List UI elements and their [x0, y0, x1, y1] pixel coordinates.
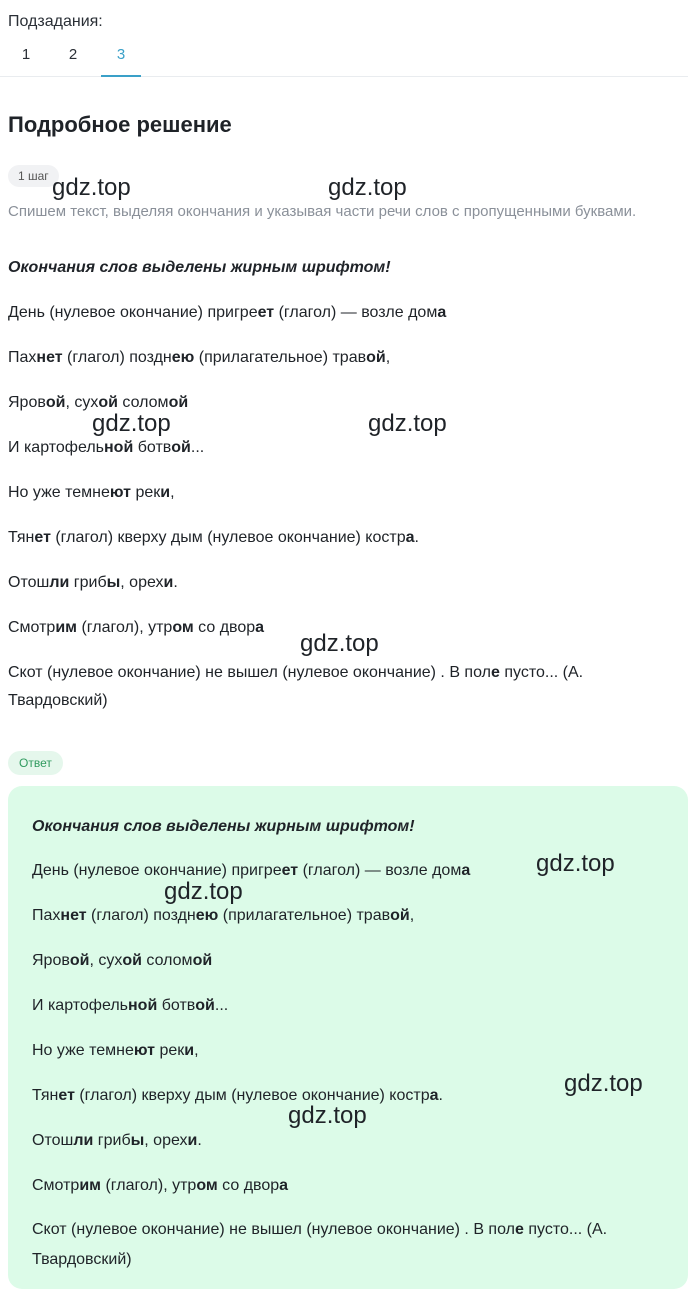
text-segment: со двор: [193, 619, 256, 636]
bold-ending: и: [187, 1132, 198, 1149]
text-segment: .: [438, 1087, 443, 1104]
watermark: gdz.top: [92, 410, 171, 437]
step-note: Окончания слов выделены жирным шрифтом!: [8, 259, 391, 276]
bold-ending: ой: [390, 907, 410, 924]
answer-line: [32, 997, 228, 1015]
bold-ending: ют: [109, 484, 132, 501]
text-segment: И картофель: [8, 439, 104, 456]
bold-ending: ы: [130, 1132, 145, 1149]
text-segment: (глагол) поздн: [62, 349, 172, 366]
bold-ending: и: [163, 574, 174, 591]
bold-ending: ет: [34, 529, 51, 546]
bold-ending: ли: [49, 574, 70, 591]
text-segment: .: [197, 1132, 202, 1149]
bold-ending: а: [437, 304, 447, 321]
answer-line: [32, 1087, 443, 1105]
step-line: [8, 529, 419, 547]
answer-line: [32, 1177, 288, 1195]
bold-ending: а: [461, 862, 471, 879]
step-line: [8, 659, 668, 715]
text-segment: Отош: [32, 1132, 74, 1149]
watermark: gdz.top: [300, 630, 379, 657]
bold-ending: ой: [192, 952, 213, 969]
text-segment: Тян: [8, 529, 35, 546]
watermark: gdz.top: [368, 410, 447, 437]
bold-ending: ли: [73, 1132, 94, 1149]
text-segment: Пах: [8, 349, 37, 366]
bold-ending: и: [184, 1042, 195, 1059]
text-segment: (глагол), утр: [101, 1177, 197, 1194]
bold-ending: ной: [104, 439, 134, 456]
step-line: [8, 619, 264, 637]
answer-line: [32, 862, 470, 880]
watermark: gdz.top: [52, 174, 131, 201]
watermark: gdz.top: [164, 878, 243, 905]
bold-ending: ют: [133, 1042, 156, 1059]
subtask-tabs: [0, 42, 688, 77]
bold-ending: ой: [168, 394, 189, 411]
bold-ending: а: [255, 619, 265, 636]
bold-ending: ой: [69, 952, 90, 969]
text-segment: Тян: [32, 1087, 59, 1104]
text-segment: Отош: [8, 574, 50, 591]
step-line: [8, 349, 390, 367]
text-segment: ботв: [133, 439, 172, 456]
text-segment: , сух: [89, 952, 123, 969]
step-line: [8, 304, 446, 322]
subtask-tab-1[interactable]: 1: [21, 46, 31, 63]
text-segment: (глагол) поздн: [86, 907, 196, 924]
watermark: gdz.top: [536, 850, 615, 877]
text-segment: ,: [409, 907, 415, 924]
text-segment: ...: [214, 997, 229, 1014]
answer-line: [32, 1215, 672, 1275]
answer-line: [32, 907, 414, 925]
answer-line: [32, 952, 212, 970]
step-intro: Спишем текст, выделяя окончания и указывая части речи слов с пропущенными буквами.: [8, 203, 637, 220]
text-segment: День (нулевое окончание) пригре: [32, 862, 282, 879]
bold-ending: им: [55, 619, 77, 636]
bold-ending: нет: [60, 907, 87, 924]
bold-ending: ой: [98, 394, 118, 411]
text-segment: солом: [141, 952, 193, 969]
text-segment: гриб: [93, 1132, 131, 1149]
step-line: [8, 574, 178, 592]
text-segment: .: [414, 529, 419, 546]
text-segment: (прилагательное) трав: [218, 907, 391, 924]
answer-note: Окончания слов выделены жирным шрифтом!: [32, 818, 415, 835]
step-line: [8, 439, 204, 457]
text-segment: Скот (нулевое окончание) не вышел (нулевое окончание) . В пол: [32, 1221, 515, 1238]
bold-ending: ет: [257, 304, 275, 321]
bold-ending: ею: [195, 907, 219, 924]
answer-line: [32, 1042, 199, 1060]
step-line: [8, 484, 175, 502]
text-segment: (глагол), утр: [77, 619, 173, 636]
text-segment: ...: [190, 439, 205, 456]
bold-ending: ею: [171, 349, 195, 366]
text-segment: пусто... (А. Твардовский): [32, 1221, 608, 1268]
text-segment: (глагол) — возле дом: [274, 304, 438, 321]
subtask-tab-3[interactable]: 3: [101, 46, 141, 77]
answer-line: [32, 1132, 202, 1150]
text-segment: (глагол) кверху дым (нулевое окончание) костр: [50, 529, 406, 546]
text-segment: рек: [131, 484, 161, 501]
watermark: gdz.top: [564, 1070, 643, 1097]
bold-ending: ом: [196, 1177, 218, 1194]
text-segment: ,: [194, 1042, 199, 1059]
bold-ending: е: [490, 664, 500, 681]
text-segment: , орех: [120, 574, 164, 591]
watermark: gdz.top: [328, 174, 407, 201]
bold-ending: ной: [128, 997, 158, 1014]
text-segment: рек: [155, 1042, 185, 1059]
bold-ending: нет: [36, 349, 63, 366]
text-segment: пусто... (А. Твардовский): [8, 664, 584, 709]
text-segment: (прилагательное) трав: [194, 349, 367, 366]
text-segment: Но уже темне: [8, 484, 110, 501]
text-segment: Смотр: [8, 619, 56, 636]
text-segment: .: [173, 574, 178, 591]
text-segment: (глагол) кверху дым (нулевое окончание) костр: [74, 1087, 430, 1104]
answer-badge: Ответ: [8, 751, 63, 775]
watermark: gdz.top: [288, 1102, 367, 1129]
text-segment: ,: [170, 484, 175, 501]
text-segment: Яров: [8, 394, 46, 411]
text-segment: солом: [117, 394, 169, 411]
text-segment: ,: [385, 349, 391, 366]
text-segment: гриб: [69, 574, 107, 591]
bold-ending: ой: [45, 394, 66, 411]
text-segment: И картофель: [32, 997, 128, 1014]
text-segment: Скот (нулевое окончание) не вышел (нулевое окончание) . В пол: [8, 664, 491, 681]
text-segment: со двор: [217, 1177, 280, 1194]
bold-ending: ой: [366, 349, 386, 366]
bold-ending: ом: [172, 619, 194, 636]
subtasks-label: Подзадания:: [8, 13, 103, 30]
subtask-tab-2[interactable]: 2: [68, 46, 78, 63]
text-segment: Но уже темне: [32, 1042, 134, 1059]
solution-heading: Подробное решение: [8, 112, 232, 137]
bold-ending: а: [429, 1087, 439, 1104]
bold-ending: ой: [122, 952, 142, 969]
text-segment: Пах: [32, 907, 61, 924]
bold-ending: е: [514, 1221, 524, 1238]
text-segment: Смотр: [32, 1177, 80, 1194]
bold-ending: ой: [171, 439, 191, 456]
text-segment: (глагол) — возле дом: [298, 862, 462, 879]
text-segment: , орех: [144, 1132, 188, 1149]
step-badge: 1 шаг: [8, 165, 59, 187]
bold-ending: а: [405, 529, 415, 546]
bold-ending: ет: [58, 1087, 75, 1104]
bold-ending: ы: [106, 574, 121, 591]
text-segment: Яров: [32, 952, 70, 969]
text-segment: День (нулевое окончание) пригре: [8, 304, 258, 321]
bold-ending: им: [79, 1177, 101, 1194]
bold-ending: ет: [281, 862, 299, 879]
text-segment: ботв: [157, 997, 196, 1014]
bold-ending: и: [160, 484, 171, 501]
bold-ending: а: [279, 1177, 289, 1194]
bold-ending: ой: [195, 997, 215, 1014]
text-segment: , сух: [65, 394, 99, 411]
